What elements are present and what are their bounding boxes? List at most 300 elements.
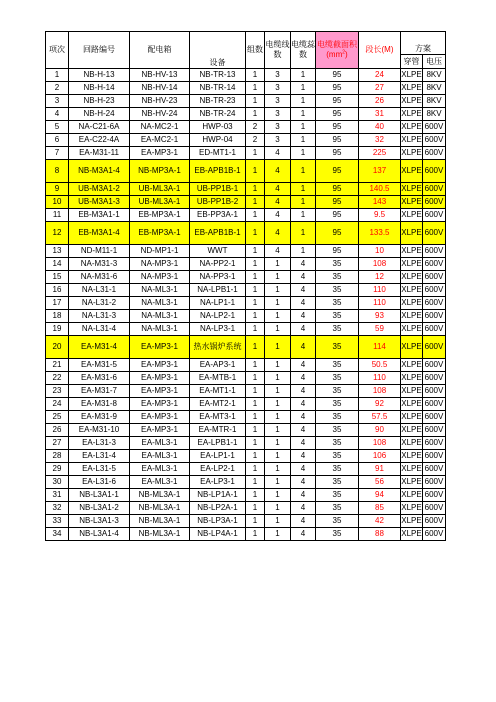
cell-cable-cores: 4 bbox=[265, 147, 291, 160]
cell-cable-cores: 4 bbox=[265, 183, 291, 196]
cell-cable-cores: 1 bbox=[265, 515, 291, 528]
cell-groups: 1 bbox=[246, 411, 265, 424]
cell-index: 32 bbox=[46, 502, 69, 515]
cell-cable-count: 1 bbox=[291, 209, 316, 222]
cell-voltage: 8KV bbox=[423, 82, 446, 95]
table-row bbox=[46, 437, 446, 450]
cell-panel: NA-MP3-1 bbox=[130, 258, 190, 271]
cell-circuit: EB-M3A1-1 bbox=[69, 209, 130, 222]
cell-panel: EA-MP3-1 bbox=[130, 336, 190, 359]
cell-circuit: NA-M31-6 bbox=[69, 271, 130, 284]
table-row bbox=[46, 82, 446, 95]
cell-index: 14 bbox=[46, 258, 69, 271]
cell-voltage: 600V bbox=[423, 411, 446, 424]
cell-equipment: ED-MT1-1 bbox=[190, 147, 246, 160]
cell-voltage: 600V bbox=[423, 271, 446, 284]
cell-cable-cores: 3 bbox=[265, 134, 291, 147]
cell-cross-section: 35 bbox=[316, 411, 359, 424]
cell-circuit: NA-C21-6A bbox=[69, 121, 130, 134]
cell-cross-section: 35 bbox=[316, 476, 359, 489]
cell-equipment: WWT bbox=[190, 245, 246, 258]
cell-cross-section: 35 bbox=[316, 297, 359, 310]
cell-length: 42 bbox=[359, 515, 401, 528]
col-header-equipment: 设备 bbox=[190, 32, 246, 69]
cell-cross-section: 95 bbox=[316, 69, 359, 82]
cell-panel: NB-ML3A-1 bbox=[130, 528, 190, 541]
cell-cable-count: 1 bbox=[291, 183, 316, 196]
cell-index: 34 bbox=[46, 528, 69, 541]
cell-groups: 1 bbox=[246, 502, 265, 515]
cell-cable-cores: 1 bbox=[265, 476, 291, 489]
cell-cable-cores: 4 bbox=[265, 222, 291, 245]
cell-circuit: EA-L31-4 bbox=[69, 450, 130, 463]
table-row bbox=[46, 183, 446, 196]
cell-panel: EA-MP3-1 bbox=[130, 372, 190, 385]
cell-circuit: NB-M3A1-4 bbox=[69, 160, 130, 183]
cell-groups: 1 bbox=[246, 310, 265, 323]
cell-equipment: NA-LP1-1 bbox=[190, 297, 246, 310]
cell-index: 17 bbox=[46, 297, 69, 310]
cell-length: 137 bbox=[359, 160, 401, 183]
cell-length: 31 bbox=[359, 108, 401, 121]
cell-equipment: NA-PP2-1 bbox=[190, 258, 246, 271]
cell-cable-count: 4 bbox=[291, 502, 316, 515]
cell-groups: 1 bbox=[246, 245, 265, 258]
cell-index: 10 bbox=[46, 196, 69, 209]
cell-cross-section: 95 bbox=[316, 95, 359, 108]
cell-length: 110 bbox=[359, 284, 401, 297]
cell-equipment: NB-LP1A-1 bbox=[190, 489, 246, 502]
cell-length: 133.5 bbox=[359, 222, 401, 245]
cell-panel: NB-HV-24 bbox=[130, 108, 190, 121]
cell-panel: NA-ML3-1 bbox=[130, 284, 190, 297]
cell-voltage: 600V bbox=[423, 134, 446, 147]
cell-equipment: EA-LP2-1 bbox=[190, 463, 246, 476]
cell-groups: 1 bbox=[246, 515, 265, 528]
cell-panel: NB-ML3A-1 bbox=[130, 489, 190, 502]
cell-length: 12 bbox=[359, 271, 401, 284]
cell-conduit: XLPE bbox=[401, 183, 423, 196]
cell-cable-cores: 1 bbox=[265, 463, 291, 476]
cell-cable-count: 4 bbox=[291, 385, 316, 398]
cell-cable-count: 1 bbox=[291, 121, 316, 134]
cell-cross-section: 95 bbox=[316, 209, 359, 222]
cell-panel: NA-ML3-1 bbox=[130, 310, 190, 323]
cell-equipment: EA-MTB-1 bbox=[190, 372, 246, 385]
cell-equipment: NA-PP3-1 bbox=[190, 271, 246, 284]
cell-index: 7 bbox=[46, 147, 69, 160]
table-row bbox=[46, 245, 446, 258]
cell-conduit: XLPE bbox=[401, 108, 423, 121]
cell-index: 6 bbox=[46, 134, 69, 147]
cell-index: 28 bbox=[46, 450, 69, 463]
cell-index: 33 bbox=[46, 515, 69, 528]
cell-conduit: XLPE bbox=[401, 411, 423, 424]
cell-circuit: NA-L31-3 bbox=[69, 310, 130, 323]
cell-voltage: 600V bbox=[423, 183, 446, 196]
cell-panel: EA-MP3-1 bbox=[130, 385, 190, 398]
cell-cable-cores: 4 bbox=[265, 209, 291, 222]
cell-groups: 1 bbox=[246, 108, 265, 121]
cell-cable-count: 4 bbox=[291, 323, 316, 336]
cell-groups: 1 bbox=[246, 222, 265, 245]
cell-cable-cores: 3 bbox=[265, 108, 291, 121]
cell-circuit: EA-L31-3 bbox=[69, 437, 130, 450]
cell-cable-count: 4 bbox=[291, 297, 316, 310]
cell-cable-count: 4 bbox=[291, 284, 316, 297]
cell-length: 59 bbox=[359, 323, 401, 336]
cell-cross-section: 35 bbox=[316, 385, 359, 398]
cell-index: 4 bbox=[46, 108, 69, 121]
cell-equipment: HWP-04 bbox=[190, 134, 246, 147]
cell-groups: 1 bbox=[246, 528, 265, 541]
table-row bbox=[46, 489, 446, 502]
cell-groups: 1 bbox=[246, 258, 265, 271]
cell-conduit: XLPE bbox=[401, 209, 423, 222]
cell-equipment: NB-TR-24 bbox=[190, 108, 246, 121]
cell-groups: 1 bbox=[246, 450, 265, 463]
cell-equipment: NA-LP3-1 bbox=[190, 323, 246, 336]
cell-groups: 1 bbox=[246, 196, 265, 209]
col-header-cross-section: 电缆截面积$(mm^2)$ bbox=[316, 32, 359, 69]
cell-equipment: EA-MT2-1 bbox=[190, 398, 246, 411]
cell-circuit: UB-M3A1-3 bbox=[69, 196, 130, 209]
cell-cross-section: 95 bbox=[316, 121, 359, 134]
cell-length: 114 bbox=[359, 336, 401, 359]
cell-cross-section: 35 bbox=[316, 398, 359, 411]
cell-groups: 1 bbox=[246, 147, 265, 160]
cell-cable-cores: 4 bbox=[265, 160, 291, 183]
cell-panel: NA-MC2-1 bbox=[130, 121, 190, 134]
cell-equipment: EA-LPB1-1 bbox=[190, 437, 246, 450]
cell-index: 24 bbox=[46, 398, 69, 411]
cell-conduit: XLPE bbox=[401, 69, 423, 82]
cell-index: 5 bbox=[46, 121, 69, 134]
cell-circuit: EA-L31-6 bbox=[69, 476, 130, 489]
cell-panel: NB-HV-23 bbox=[130, 95, 190, 108]
cell-equipment: HWP-03 bbox=[190, 121, 246, 134]
cell-index: 21 bbox=[46, 359, 69, 372]
cell-index: 16 bbox=[46, 284, 69, 297]
cell-cable-count: 1 bbox=[291, 160, 316, 183]
table-row bbox=[46, 95, 446, 108]
cell-cable-cores: 3 bbox=[265, 95, 291, 108]
cell-panel: EB-MP3A-1 bbox=[130, 222, 190, 245]
cell-cross-section: 95 bbox=[316, 147, 359, 160]
cell-cross-section: 95 bbox=[316, 134, 359, 147]
table-row bbox=[46, 284, 446, 297]
cell-conduit: XLPE bbox=[401, 323, 423, 336]
cell-conduit: XLPE bbox=[401, 284, 423, 297]
cell-equipment: EB-APB1B-1 bbox=[190, 160, 246, 183]
cell-cable-count: 1 bbox=[291, 222, 316, 245]
cell-equipment: NB-LP2A-1 bbox=[190, 502, 246, 515]
cell-voltage: 8KV bbox=[423, 69, 446, 82]
cell-voltage: 600V bbox=[423, 147, 446, 160]
cell-cross-section: 35 bbox=[316, 502, 359, 515]
cell-conduit: XLPE bbox=[401, 385, 423, 398]
cell-voltage: 600V bbox=[423, 196, 446, 209]
cell-index: 2 bbox=[46, 82, 69, 95]
table-row bbox=[46, 502, 446, 515]
table-row bbox=[46, 411, 446, 424]
cell-conduit: XLPE bbox=[401, 271, 423, 284]
cell-index: 26 bbox=[46, 424, 69, 437]
cell-voltage: 600V bbox=[423, 359, 446, 372]
table-row bbox=[46, 398, 446, 411]
cell-cable-count: 4 bbox=[291, 359, 316, 372]
cell-cable-count: 4 bbox=[291, 476, 316, 489]
table-row bbox=[46, 372, 446, 385]
table-row bbox=[46, 222, 446, 245]
cell-index: 22 bbox=[46, 372, 69, 385]
cell-groups: 2 bbox=[246, 134, 265, 147]
cell-index: 12 bbox=[46, 222, 69, 245]
cell-length: 143 bbox=[359, 196, 401, 209]
col-header-index: 项次 bbox=[46, 32, 69, 69]
cell-cross-section: 35 bbox=[316, 323, 359, 336]
cell-cross-section: 35 bbox=[316, 284, 359, 297]
cell-length: 9.5 bbox=[359, 209, 401, 222]
cell-length: 85 bbox=[359, 502, 401, 515]
cell-length: 40 bbox=[359, 121, 401, 134]
cell-cable-count: 1 bbox=[291, 82, 316, 95]
cell-cable-count: 1 bbox=[291, 95, 316, 108]
cell-circuit: NA-L31-1 bbox=[69, 284, 130, 297]
cell-length: 56 bbox=[359, 476, 401, 489]
cell-cable-count: 4 bbox=[291, 310, 316, 323]
cell-length: 110 bbox=[359, 372, 401, 385]
cell-cable-cores: 4 bbox=[265, 196, 291, 209]
table-row bbox=[46, 209, 446, 222]
cell-length: 91 bbox=[359, 463, 401, 476]
cell-conduit: XLPE bbox=[401, 297, 423, 310]
cell-conduit: XLPE bbox=[401, 437, 423, 450]
cell-length: 94 bbox=[359, 489, 401, 502]
cell-cross-section: 95 bbox=[316, 183, 359, 196]
cell-panel: NA-MP3-1 bbox=[130, 271, 190, 284]
cell-voltage: 8KV bbox=[423, 108, 446, 121]
cell-cable-count: 4 bbox=[291, 450, 316, 463]
cell-cable-cores: 1 bbox=[265, 336, 291, 359]
table-row bbox=[46, 310, 446, 323]
cell-conduit: XLPE bbox=[401, 95, 423, 108]
cell-circuit: ND-M11-1 bbox=[69, 245, 130, 258]
col-header-conduit: 穿管 bbox=[401, 55, 423, 69]
cell-groups: 1 bbox=[246, 385, 265, 398]
cell-cable-cores: 1 bbox=[265, 398, 291, 411]
cell-cross-section: 95 bbox=[316, 245, 359, 258]
cell-index: 9 bbox=[46, 183, 69, 196]
cell-panel: NB-MP3A-1 bbox=[130, 160, 190, 183]
cell-panel: NA-ML3-1 bbox=[130, 297, 190, 310]
cell-equipment: EA-MT1-1 bbox=[190, 385, 246, 398]
cell-cross-section: 35 bbox=[316, 424, 359, 437]
cell-panel: EA-ML3-1 bbox=[130, 450, 190, 463]
cell-groups: 1 bbox=[246, 489, 265, 502]
cell-index: 18 bbox=[46, 310, 69, 323]
cell-cable-count: 4 bbox=[291, 258, 316, 271]
cell-length: 110 bbox=[359, 297, 401, 310]
cell-equipment: EB-PP3A-1 bbox=[190, 209, 246, 222]
cell-panel: NB-HV-14 bbox=[130, 82, 190, 95]
cell-conduit: XLPE bbox=[401, 336, 423, 359]
cell-panel: EA-MP3-1 bbox=[130, 424, 190, 437]
cell-cable-count: 4 bbox=[291, 271, 316, 284]
cell-conduit: XLPE bbox=[401, 196, 423, 209]
cell-cable-count: 4 bbox=[291, 437, 316, 450]
cell-voltage: 600V bbox=[423, 372, 446, 385]
cell-length: 92 bbox=[359, 398, 401, 411]
col-header-cable-cores: 电缆线数 bbox=[265, 32, 291, 69]
cell-cable-cores: 4 bbox=[265, 245, 291, 258]
cell-conduit: XLPE bbox=[401, 245, 423, 258]
cell-cable-cores: 1 bbox=[265, 489, 291, 502]
cell-voltage: 600V bbox=[423, 385, 446, 398]
cell-cross-section: 35 bbox=[316, 515, 359, 528]
cell-cross-section: 35 bbox=[316, 450, 359, 463]
cell-cable-count: 1 bbox=[291, 245, 316, 258]
cell-panel: EA-ML3-1 bbox=[130, 476, 190, 489]
cell-voltage: 600V bbox=[423, 297, 446, 310]
cell-panel: NB-ML3A-1 bbox=[130, 515, 190, 528]
cell-conduit: XLPE bbox=[401, 450, 423, 463]
table-row bbox=[46, 196, 446, 209]
cell-cable-count: 1 bbox=[291, 147, 316, 160]
col-header-cable-count: 电缆蕊数 bbox=[291, 32, 316, 69]
cell-cable-cores: 1 bbox=[265, 437, 291, 450]
cell-cable-cores: 1 bbox=[265, 271, 291, 284]
cell-groups: 1 bbox=[246, 160, 265, 183]
cell-voltage: 600V bbox=[423, 437, 446, 450]
cell-circuit: EA-L31-5 bbox=[69, 463, 130, 476]
cell-length: 90 bbox=[359, 424, 401, 437]
table-row bbox=[46, 121, 446, 134]
cell-panel: UB-ML3A-1 bbox=[130, 183, 190, 196]
cell-voltage: 600V bbox=[423, 450, 446, 463]
cell-conduit: XLPE bbox=[401, 528, 423, 541]
cell-conduit: XLPE bbox=[401, 258, 423, 271]
cell-index: 13 bbox=[46, 245, 69, 258]
cell-conduit: XLPE bbox=[401, 121, 423, 134]
col-header-length: 段长(M) bbox=[359, 32, 401, 69]
cell-equipment: EA-MTR-1 bbox=[190, 424, 246, 437]
cell-cable-cores: 3 bbox=[265, 69, 291, 82]
cell-circuit: NB-L3A1-1 bbox=[69, 489, 130, 502]
cell-voltage: 600V bbox=[423, 209, 446, 222]
cell-cable-cores: 1 bbox=[265, 424, 291, 437]
table-row bbox=[46, 108, 446, 121]
cell-circuit: EA-M31-6 bbox=[69, 372, 130, 385]
cell-length: 140.5 bbox=[359, 183, 401, 196]
cell-voltage: 600V bbox=[423, 310, 446, 323]
col-header-voltage: 电压 bbox=[423, 55, 446, 69]
cell-voltage: 600V bbox=[423, 284, 446, 297]
cell-cross-section: 95 bbox=[316, 196, 359, 209]
cell-cable-count: 4 bbox=[291, 336, 316, 359]
cell-groups: 1 bbox=[246, 271, 265, 284]
cell-panel: UB-ML3A-1 bbox=[130, 196, 190, 209]
cell-cable-cores: 1 bbox=[265, 359, 291, 372]
cell-circuit: NB-H-24 bbox=[69, 108, 130, 121]
cell-length: 106 bbox=[359, 450, 401, 463]
cell-voltage: 600V bbox=[423, 323, 446, 336]
cell-equipment: NA-LPB1-1 bbox=[190, 284, 246, 297]
cell-groups: 1 bbox=[246, 463, 265, 476]
cell-groups: 1 bbox=[246, 359, 265, 372]
cell-groups: 1 bbox=[246, 209, 265, 222]
cell-length: 50.5 bbox=[359, 359, 401, 372]
cell-equipment: EB-APB1B-1 bbox=[190, 222, 246, 245]
cell-circuit: EA-M31-5 bbox=[69, 359, 130, 372]
cell-voltage: 600V bbox=[423, 476, 446, 489]
cell-cable-cores: 1 bbox=[265, 310, 291, 323]
cell-cross-section: 95 bbox=[316, 222, 359, 245]
cell-length: 225 bbox=[359, 147, 401, 160]
cell-cross-section: 35 bbox=[316, 528, 359, 541]
cell-cross-section: 35 bbox=[316, 271, 359, 284]
cell-circuit: NB-H-13 bbox=[69, 69, 130, 82]
cell-voltage: 600V bbox=[423, 424, 446, 437]
cell-voltage: 600V bbox=[423, 222, 446, 245]
cell-index: 30 bbox=[46, 476, 69, 489]
cell-circuit: NA-M31-3 bbox=[69, 258, 130, 271]
cell-cable-cores: 1 bbox=[265, 411, 291, 424]
cell-circuit: NA-L31-2 bbox=[69, 297, 130, 310]
cell-equipment: EA-MT3-1 bbox=[190, 411, 246, 424]
cell-circuit: NB-L3A1-2 bbox=[69, 502, 130, 515]
cell-groups: 1 bbox=[246, 297, 265, 310]
cell-circuit: NB-L3A1-4 bbox=[69, 528, 130, 541]
cell-index: 29 bbox=[46, 463, 69, 476]
cell-cross-section: 35 bbox=[316, 437, 359, 450]
cell-length: 93 bbox=[359, 310, 401, 323]
cell-cable-cores: 1 bbox=[265, 284, 291, 297]
cell-circuit: EA-M31-9 bbox=[69, 411, 130, 424]
cell-cross-section: 35 bbox=[316, 258, 359, 271]
cell-conduit: XLPE bbox=[401, 515, 423, 528]
table-row bbox=[46, 463, 446, 476]
cell-voltage: 600V bbox=[423, 398, 446, 411]
cell-voltage: 600V bbox=[423, 258, 446, 271]
cell-conduit: XLPE bbox=[401, 160, 423, 183]
table-row bbox=[46, 69, 446, 82]
cell-cable-count: 4 bbox=[291, 398, 316, 411]
table-row bbox=[46, 424, 446, 437]
cell-index: 3 bbox=[46, 95, 69, 108]
table-row bbox=[46, 359, 446, 372]
cell-panel: NB-HV-13 bbox=[130, 69, 190, 82]
cell-groups: 1 bbox=[246, 336, 265, 359]
cell-cable-count: 1 bbox=[291, 108, 316, 121]
cell-cable-count: 4 bbox=[291, 424, 316, 437]
cell-cross-section: 95 bbox=[316, 82, 359, 95]
table-row bbox=[46, 476, 446, 489]
header-row bbox=[46, 32, 446, 55]
cell-conduit: XLPE bbox=[401, 147, 423, 160]
cell-panel: ND-MP1-1 bbox=[130, 245, 190, 258]
table-row bbox=[46, 134, 446, 147]
cell-groups: 2 bbox=[246, 121, 265, 134]
cell-cross-section: 95 bbox=[316, 160, 359, 183]
cell-panel: EA-MP3-1 bbox=[130, 398, 190, 411]
cell-cable-count: 1 bbox=[291, 134, 316, 147]
cell-length: 24 bbox=[359, 69, 401, 82]
cell-circuit: UB-M3A1-2 bbox=[69, 183, 130, 196]
cell-groups: 1 bbox=[246, 372, 265, 385]
cell-cable-cores: 1 bbox=[265, 297, 291, 310]
cell-equipment: NA-LP2-1 bbox=[190, 310, 246, 323]
